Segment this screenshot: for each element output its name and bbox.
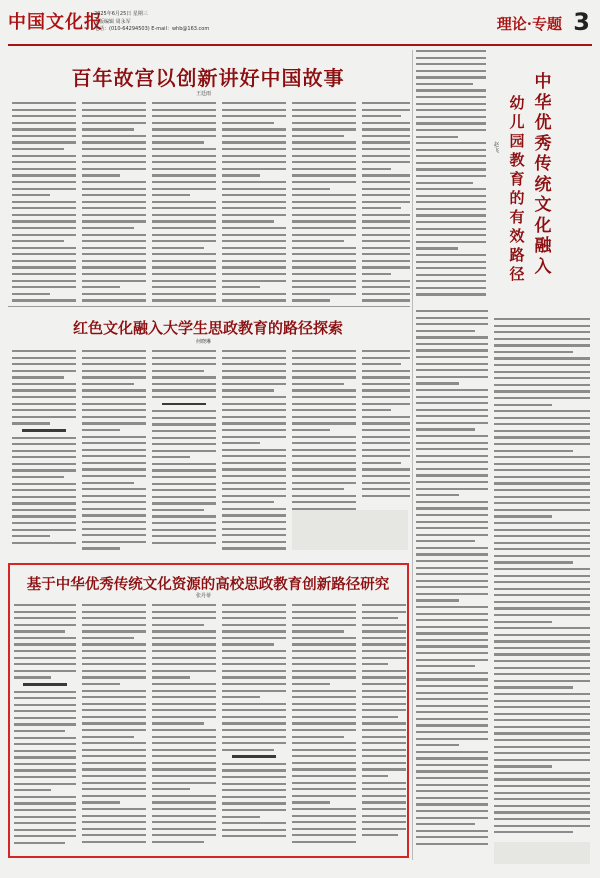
article3-column-6: [362, 604, 406, 854]
article4-column-3: [494, 318, 590, 858]
masthead: [8, 8, 592, 46]
article1-column-3: [152, 102, 216, 306]
article3-column-2: [82, 604, 146, 854]
issue-date: 2025年6月25日 星期三: [94, 11, 148, 17]
issue-contact: 电话：(010-64294503) E-mail：whb@163.com: [94, 26, 210, 32]
article3-author: 张丹蒂: [196, 593, 212, 599]
article2-column-3: [152, 350, 216, 555]
article1-author: 王廷雨: [196, 91, 212, 97]
newspaper-logo: 中国文化报: [8, 12, 103, 33]
article2-column-2: [82, 350, 146, 555]
article4-title-col1: 中华优秀传统文化融入: [534, 72, 552, 277]
article4-title-col2: 幼儿园教育的有效路径: [509, 94, 525, 283]
author-bio-box: [292, 510, 408, 550]
article4-author: 赵飞: [494, 142, 500, 154]
issue-editor: 本版编辑 周永军: [94, 18, 131, 25]
article2-column-6: [362, 350, 410, 505]
article1-column-2: [82, 102, 146, 306]
masthead-rule: [8, 44, 592, 46]
article2-column-1: [12, 350, 76, 555]
article3-column-1: [14, 604, 76, 854]
article1-title: 百年故宫以创新讲好中国故事: [71, 66, 345, 90]
article2-author: 何晓琳: [196, 339, 212, 345]
article4-column-2: [416, 310, 488, 858]
article1-column-6: [362, 102, 410, 306]
article3-column-3: [152, 604, 216, 854]
article2-column-4: [222, 350, 286, 555]
article1-column-1: [12, 102, 76, 306]
issue-info: [94, 11, 209, 34]
column-divider: [412, 50, 413, 860]
article1-column-4: [222, 102, 286, 306]
section-name: 理论·专题: [496, 15, 562, 33]
article2-title: 红色文化融入大学生思政教育的路径探索: [72, 319, 343, 337]
article3-title: 基于中华优秀传统文化资源的高校思政教育创新路径研究: [26, 576, 390, 593]
article3-column-4: [222, 604, 286, 854]
page-number: 3: [573, 8, 590, 36]
article3-column-5: [292, 604, 356, 854]
article4-author-bio-box: [494, 842, 590, 864]
article4-column-1: [416, 50, 486, 300]
article-divider: [8, 306, 410, 307]
article1-column-5: [292, 102, 356, 306]
